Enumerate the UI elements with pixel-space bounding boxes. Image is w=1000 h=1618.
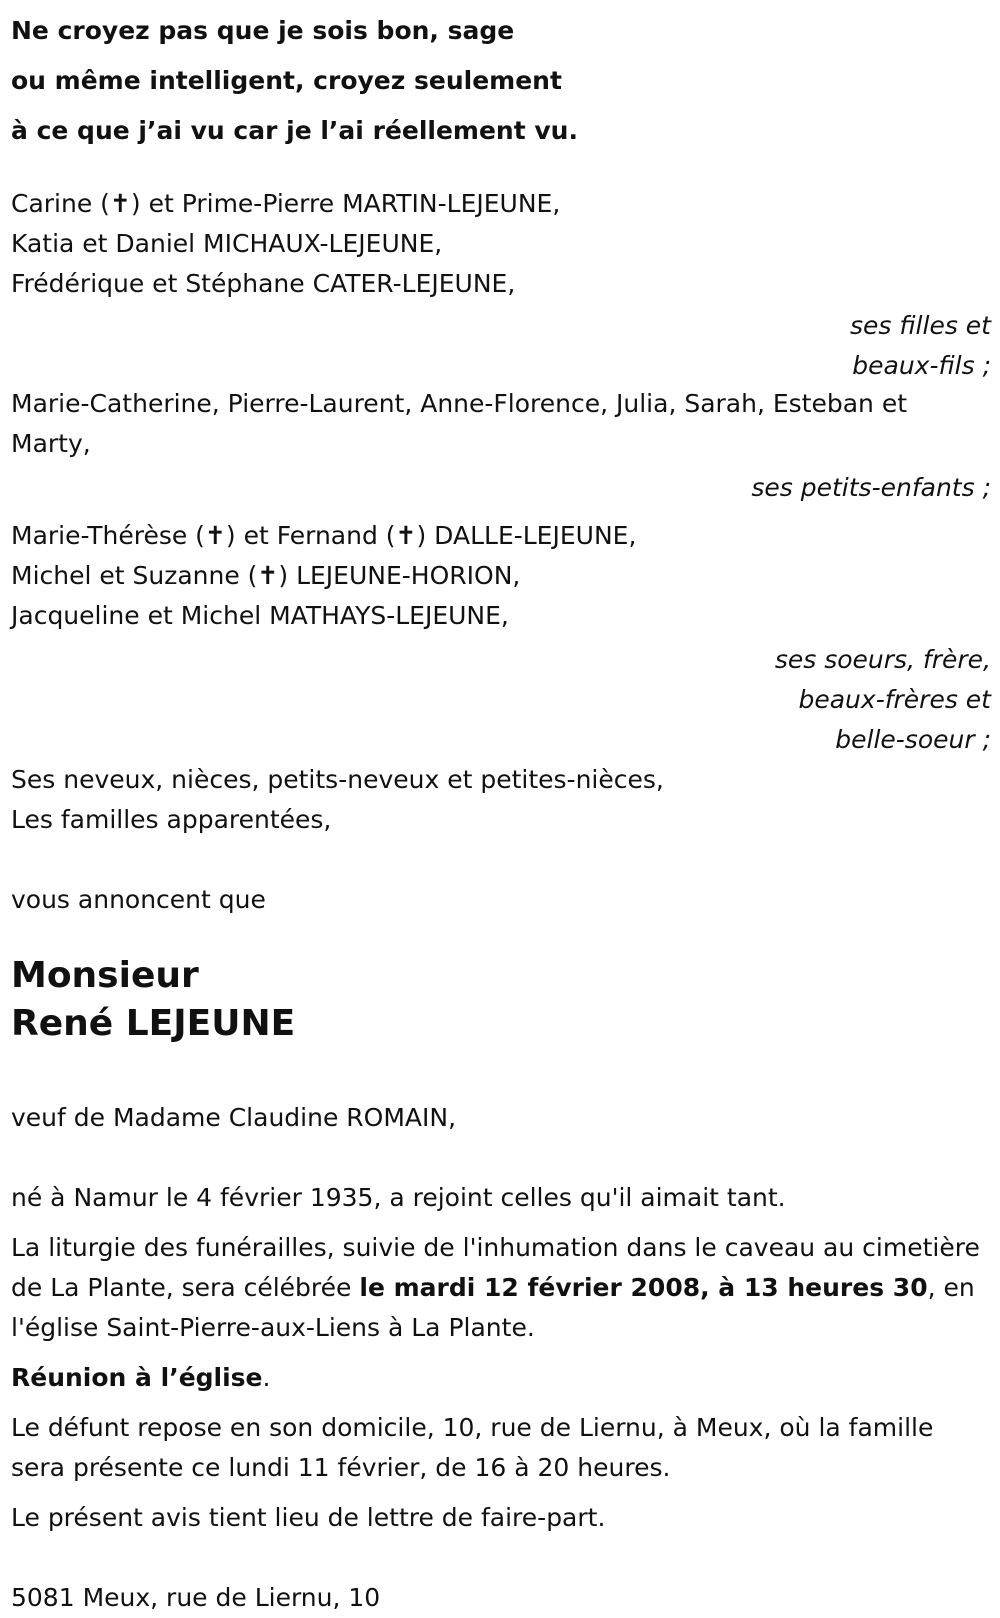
- meeting-text: [11, 1358, 991, 1398]
- grandchildren-names: Marie-Catherine, Pierre-Laurent, Anne-Florence, Julia, Sarah, Esteban et Marty,: [11, 389, 908, 458]
- grandchildren-block: [11, 384, 991, 508]
- quote-line-2: ou même intelligent, croyez seulement: [11, 66, 562, 95]
- grandchildren-role: ses petits-enfants ;: [751, 473, 991, 502]
- siblings-block: [11, 516, 991, 760]
- sibling-line-1: Marie-Thérèse (✝) et Fernand (✝) DALLE-LEJEUNE,: [11, 521, 637, 550]
- daughters-role-2: beaux-fils ;: [852, 351, 991, 380]
- siblings-role-2: beaux-frères et: [798, 685, 991, 714]
- funeral-text-before: La liturgie des funérailles, suivie de l'inhumation dans le caveau au cimetière de La Plante, sera célébrée: [11, 1233, 980, 1302]
- others-block: [11, 760, 991, 840]
- sibling-line-2: Michel et Suzanne (✝) LEJEUNE-HORION,: [11, 561, 521, 590]
- obituary-notice: [11, 6, 991, 1618]
- daughter-line-3: Frédérique et Stéphane CATER-LEJEUNE,: [11, 269, 516, 298]
- others-line-1: Ses neveux, nièces, petits-neveux et petites-nièces,: [11, 765, 664, 794]
- daughters-block: [11, 184, 991, 386]
- notice-text: Le présent avis tient lieu de lettre de faire-part.: [11, 1503, 606, 1532]
- deceased-title: Monsieur: [11, 955, 199, 996]
- funeral-date: le mardi 12 février 2008, à 13 heures 30: [359, 1273, 928, 1302]
- funeral-text: [11, 1228, 991, 1348]
- others-line-2: Les familles apparentées,: [11, 805, 332, 834]
- sibling-line-3: Jacqueline et Michel MATHAYS-LEJEUNE,: [11, 601, 509, 630]
- daughter-line-2: Katia et Daniel MICHAUX-LEJEUNE,: [11, 229, 443, 258]
- epigraph-quote: [11, 6, 991, 156]
- deceased-name: René LEJEUNE: [11, 1003, 296, 1044]
- announce-text: vous annoncent que: [11, 885, 266, 914]
- quote-line-1: Ne croyez pas que je sois bon, sage: [11, 16, 515, 45]
- deceased-name-block: [11, 952, 991, 1048]
- rest-text: Le défunt repose en son domicile, 10, rue de Liernu, à Meux, où la famille sera présente ce lundi 11 février, de 16 à 20 heures.: [11, 1413, 934, 1482]
- siblings-role-3: belle-soeur ;: [835, 725, 991, 754]
- daughters-role-1: ses filles et: [850, 311, 991, 340]
- daughter-line-1: Carine (✝) et Prime-Pierre MARTIN-LEJEUNE,: [11, 189, 561, 218]
- widower-text: veuf de Madame Claudine ROMAIN,: [11, 1103, 457, 1132]
- quote-line-3: à ce que j’ai vu car je l’ai réellement vu.: [11, 116, 578, 145]
- funeral-text-after: , en l'église Saint-Pierre-aux-Liens à La Plante.: [11, 1273, 975, 1342]
- address-text: 5081 Meux, rue de Liernu, 10: [11, 1583, 381, 1612]
- meeting-suffix: .: [262, 1363, 271, 1392]
- birth-text: né à Namur le 4 février 1935, a rejoint celles qu'il aimait tant.: [11, 1183, 786, 1212]
- meeting-place: Réunion à l’église: [11, 1363, 263, 1392]
- siblings-role-1: ses soeurs, frère,: [774, 645, 991, 674]
